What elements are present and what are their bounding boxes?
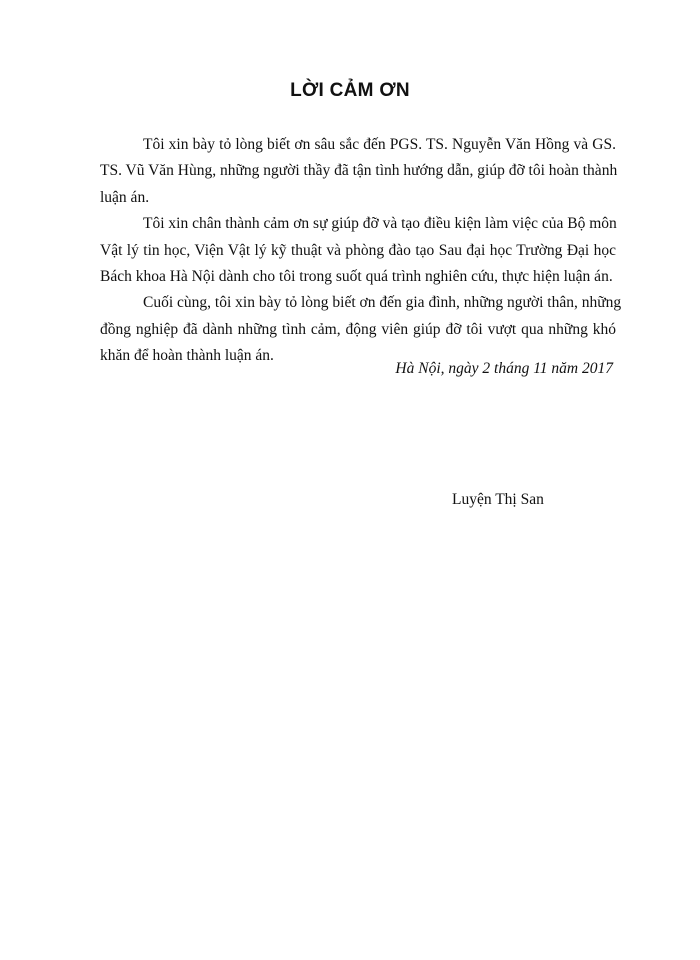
paragraph-3 — [100, 290, 622, 369]
text-line: Tôi xin bày tỏ lòng biết ơn sâu sắc đến PGS. TS. Nguyễn Văn Hồng và GS. — [143, 136, 616, 153]
text-line: Vật lý tin học, Viện Vật lý kỹ thuật và phòng đào tạo Sau đại học Trường Đại học — [100, 241, 616, 259]
acknowledgement-body — [100, 132, 622, 370]
page-title: LỜI CẢM ƠN — [290, 80, 410, 101]
text-line: luận án. — [100, 188, 150, 206]
place-date: Hà Nội, ngày 2 tháng 11 năm 2017 — [395, 360, 613, 377]
text-line: đồng nghiệp đã dành những tình cảm, động viên giúp đỡ tôi vượt qua những khó — [100, 320, 616, 338]
text-line: khăn để hoàn thành luận án. — [100, 347, 274, 365]
text-line: Tôi xin chân thành cảm ơn sự giúp đỡ và tạo điều kiện làm việc của Bộ môn — [143, 215, 617, 233]
text-line: Bách khoa Hà Nội dành cho tôi trong suốt quá trình nghiên cứu, thực hiện luận án. — [100, 267, 613, 285]
author-name: Luyện Thị San — [452, 491, 544, 508]
text-line: TS. Vũ Văn Hùng, những người thầy đã tận tình hướng dẫn, giúp đỡ tôi hoàn thành — [100, 162, 618, 180]
text-line: Cuối cùng, tôi xin bày tỏ lòng biết ơn đến gia đình, những người thân, những — [143, 294, 622, 312]
paragraph-1 — [100, 132, 616, 211]
paragraph-2 — [100, 211, 616, 290]
